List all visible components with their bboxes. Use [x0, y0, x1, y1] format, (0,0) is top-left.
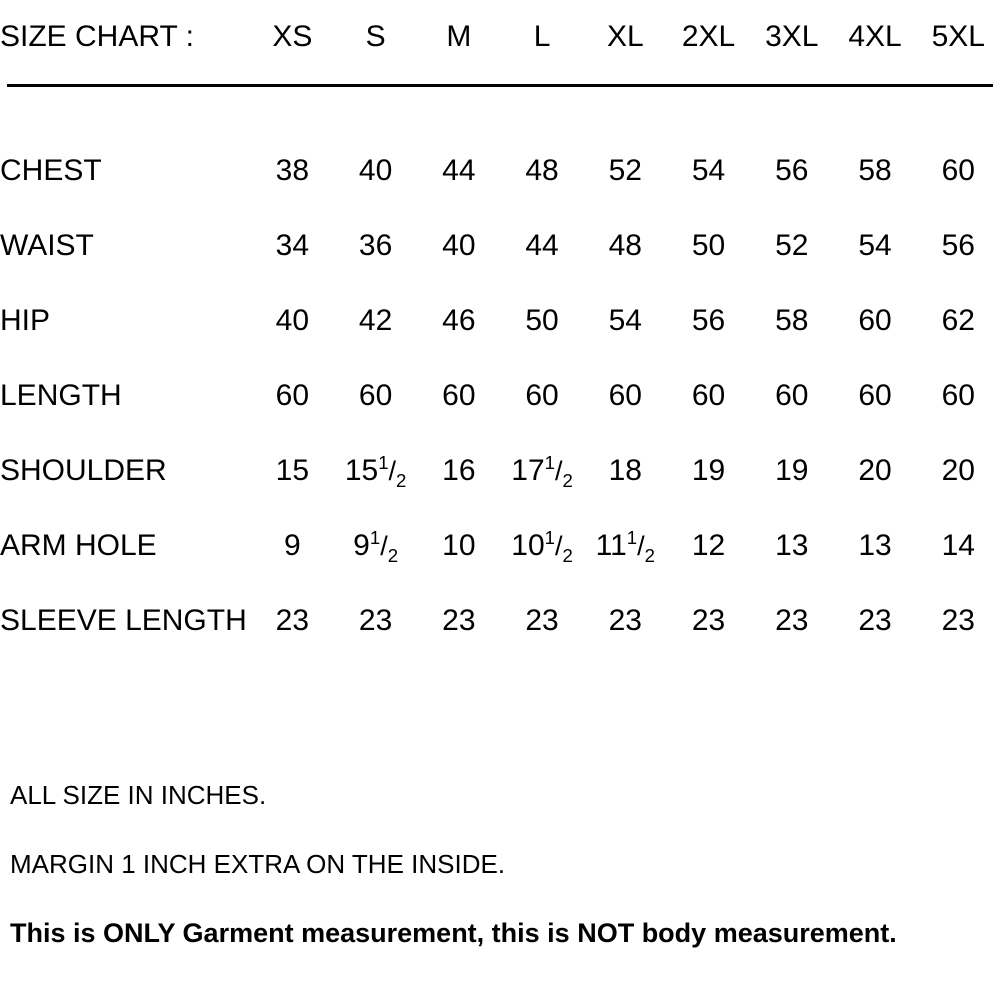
- table-cell: 36: [358, 229, 393, 262]
- table-cell: 23: [358, 604, 393, 637]
- table-cell: 56: [941, 229, 975, 262]
- table-cell: 14: [941, 529, 975, 562]
- table-row: [0, 231, 1000, 306]
- row-label: CHEST: [0, 154, 102, 187]
- table-row: [0, 456, 1000, 531]
- column-header-5xl: 5XL: [931, 20, 985, 53]
- column-header-4xl: 4XL: [848, 20, 902, 53]
- table-cell: 60: [525, 379, 559, 412]
- table-cell: 60: [608, 379, 642, 412]
- table-cell: $15^1/_2$: [344, 452, 407, 491]
- row-label: HIP: [0, 304, 51, 337]
- column-header-xs: XS: [272, 20, 313, 53]
- table-cell: 40: [442, 229, 476, 262]
- column-header-s: S: [365, 20, 386, 53]
- table-cell: 9: [284, 529, 301, 562]
- table-cell: 15: [275, 454, 310, 487]
- header-row: [0, 22, 1000, 84]
- size-chart-table: [0, 22, 1000, 681]
- table-cell: 60: [358, 379, 393, 412]
- table-cell: 50: [525, 304, 559, 337]
- table-cell: 23: [525, 604, 559, 637]
- table-cell: 60: [275, 379, 310, 412]
- column-header-3xl: 3XL: [765, 20, 819, 53]
- table-cell: 58: [775, 304, 809, 337]
- table-cell: 12: [691, 529, 726, 562]
- table-cell: 10: [442, 529, 476, 562]
- table-cell: 16: [442, 454, 476, 487]
- table-cell: 18: [608, 454, 642, 487]
- table-cell: 19: [691, 454, 726, 487]
- table-cell: 48: [525, 154, 559, 187]
- note-units: ALL SIZE IN INCHES.: [10, 780, 267, 810]
- spacer-row: [0, 102, 1000, 156]
- note-garment-measurement: This is ONLY Garment measurement, this is NOT body measurement.: [10, 918, 897, 948]
- table-cell: 23: [442, 604, 476, 637]
- table-cell: 60: [858, 379, 892, 412]
- table-cell: 20: [941, 454, 975, 487]
- table-cell: 48: [608, 229, 642, 262]
- table-cell: 52: [608, 154, 642, 187]
- table-cell: 50: [691, 229, 726, 262]
- table-cell: 56: [691, 304, 726, 337]
- row-label: LENGTH: [0, 379, 122, 412]
- table-head: [0, 22, 1000, 156]
- table-cell: 40: [358, 154, 393, 187]
- note-margin: MARGIN 1 INCH EXTRA ON THE INSIDE.: [10, 849, 506, 879]
- table-cell: 13: [775, 529, 809, 562]
- notes-section: [10, 782, 990, 990]
- header-divider-row: [0, 84, 1000, 102]
- table-row: [0, 606, 1000, 681]
- table-cell: 23: [608, 604, 642, 637]
- row-label: WAIST: [0, 229, 94, 262]
- column-header-l: L: [533, 20, 551, 53]
- row-label: ARM HOLE: [0, 529, 157, 562]
- table-cell: $9^1/_2$: [353, 527, 399, 566]
- table-cell: $10^1/_2$: [511, 527, 573, 566]
- table-cell: 60: [858, 304, 892, 337]
- table-cell: 54: [858, 229, 892, 262]
- table-cell: 38: [275, 154, 310, 187]
- table-cell: 60: [941, 154, 975, 187]
- table-cell: 19: [775, 454, 809, 487]
- table-cell: $11^1/_2$: [595, 527, 655, 566]
- table-cell: 52: [775, 229, 809, 262]
- table-cell: 60: [775, 379, 809, 412]
- table-row: [0, 531, 1000, 606]
- horizontal-rule: [7, 84, 993, 87]
- table-cell: 62: [941, 304, 975, 337]
- table-cell: 23: [858, 604, 892, 637]
- page-title: SIZE CHART :: [0, 20, 194, 53]
- table-cell: 42: [358, 304, 393, 337]
- table-cell: 44: [525, 229, 559, 262]
- table-cell: 54: [691, 154, 726, 187]
- table-cell: 46: [442, 304, 476, 337]
- table-row: [0, 156, 1000, 231]
- table-cell: 34: [275, 229, 310, 262]
- table-cell: 60: [941, 379, 975, 412]
- row-label: SHOULDER: [0, 454, 167, 487]
- column-header-2xl: 2XL: [681, 20, 736, 53]
- table-cell: 58: [858, 154, 892, 187]
- table-body: [0, 156, 1000, 681]
- row-label: SLEEVE LENGTH: [0, 604, 247, 637]
- spacer-cell: [0, 102, 1000, 156]
- table-cell: 13: [858, 529, 892, 562]
- table-cell: 23: [275, 604, 310, 637]
- table-cell: 44: [442, 154, 476, 187]
- column-header-xl: XL: [606, 20, 644, 53]
- table-cell: 23: [775, 604, 809, 637]
- table-cell: 60: [691, 379, 726, 412]
- table-cell: 60: [442, 379, 476, 412]
- header-divider-cell: [0, 84, 1000, 102]
- table-row: [0, 306, 1000, 381]
- table-cell: 56: [775, 154, 809, 187]
- table-cell: 23: [691, 604, 726, 637]
- table-cell: 54: [608, 304, 642, 337]
- table-row: [0, 381, 1000, 456]
- table-cell: 23: [941, 604, 975, 637]
- table-cell: 40: [275, 304, 310, 337]
- table-cell: $17^1/_2$: [511, 452, 573, 491]
- column-header-m: M: [446, 20, 472, 53]
- table-cell: 20: [858, 454, 892, 487]
